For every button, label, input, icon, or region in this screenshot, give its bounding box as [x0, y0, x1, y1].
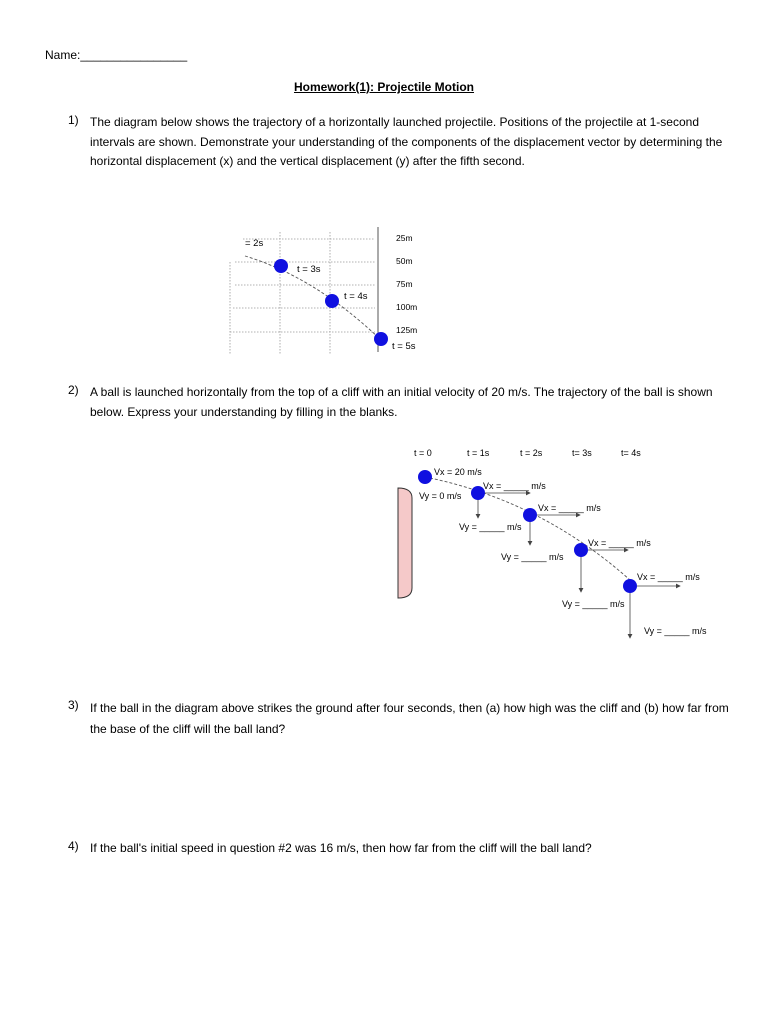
figure-1-depth-label: 125m [396, 325, 418, 335]
vy-blank-label: Vy = _____ m/s [459, 522, 522, 532]
vx-blank-label: Vx = _____ m/s [483, 481, 546, 491]
figure-1-depth-label: 25m [396, 233, 413, 243]
figure-2-time-label: t = 1s [467, 448, 490, 458]
question-3-number: 3) [68, 698, 79, 712]
figure-2-time-label: t = 2s [520, 448, 543, 458]
figure-1-depth-label: 75m [396, 279, 413, 289]
figure-1-time-label: t = 4s [344, 291, 368, 302]
page-title: Homework(1): Projectile Motion [293, 80, 475, 94]
figure-1-ball-5s [374, 332, 388, 346]
question-2-text: A ball is launched horizontally from the top of a cliff with an initial velocity of 20 m/s. The trajectory of the ball is shown below. Express your understanding by filling in the blanks. [90, 385, 713, 419]
figure-2-time-label: t= 3s [572, 448, 592, 458]
figure-1-time-label: t = 3s [297, 264, 321, 275]
figure-2-ball-t0 [418, 470, 432, 484]
figure-1-depth-label: 50m [396, 256, 413, 266]
vy-blank-label: Vy = _____ m/s [644, 626, 707, 636]
figure-1-trajectory [225, 222, 435, 357]
figure-1-time-label: = 2s [245, 238, 264, 249]
question-3-text: If the ball in the diagram above strikes the ground after four seconds, then (a) how high was the cliff and (b) how far from the base of the cliff will the ball land? [90, 701, 729, 736]
vy-initial-label: Vy = 0 m/s [419, 491, 462, 501]
question-1-number: 1) [68, 113, 79, 127]
cliff-shape [398, 488, 412, 598]
vy-blank-label: Vy = _____ m/s [501, 552, 564, 562]
figure-2-ball-t4 [623, 579, 637, 593]
name-field-label: Name:________________ [45, 48, 188, 62]
figure-2-ball-t3 [574, 543, 588, 557]
figure-1-depth-label: 100m [396, 302, 418, 312]
vy-blank-label: Vy = _____ m/s [562, 599, 625, 609]
figure-1-ball-4s [325, 294, 339, 308]
question-2-number: 2) [68, 383, 79, 397]
question-4-text: If the ball's initial speed in question #2 was 16 m/s, then how far from the cliff will the ball land? [90, 841, 592, 855]
figure-2-ball-t2 [523, 508, 537, 522]
figure-1-ball-3s [274, 259, 288, 273]
question-1-text: The diagram below shows the trajectory of a horizontally launched projectile. Positions of the projectile at 1-second intervals are shown. Demonstrate your understanding of the components of the displacement vector by determining the horizontal displacement (x) and the vertical displacement (y) after the fifth second. [90, 115, 723, 168]
vx-blank-label: Vx = _____ m/s [538, 503, 601, 513]
vx-blank-label: Vx = _____ m/s [637, 572, 700, 582]
figure-2-time-label: t= 4s [621, 448, 641, 458]
figure-1-time-label: t = 5s [392, 341, 416, 352]
figure-2-time-label: t = 0 [414, 448, 432, 458]
vx-blank-label: Vx = _____ m/s [588, 538, 651, 548]
question-4-number: 4) [68, 839, 79, 853]
vx-initial-label: Vx = 20 m/s [434, 467, 482, 477]
figure-2-cliff-trajectory [390, 440, 730, 650]
